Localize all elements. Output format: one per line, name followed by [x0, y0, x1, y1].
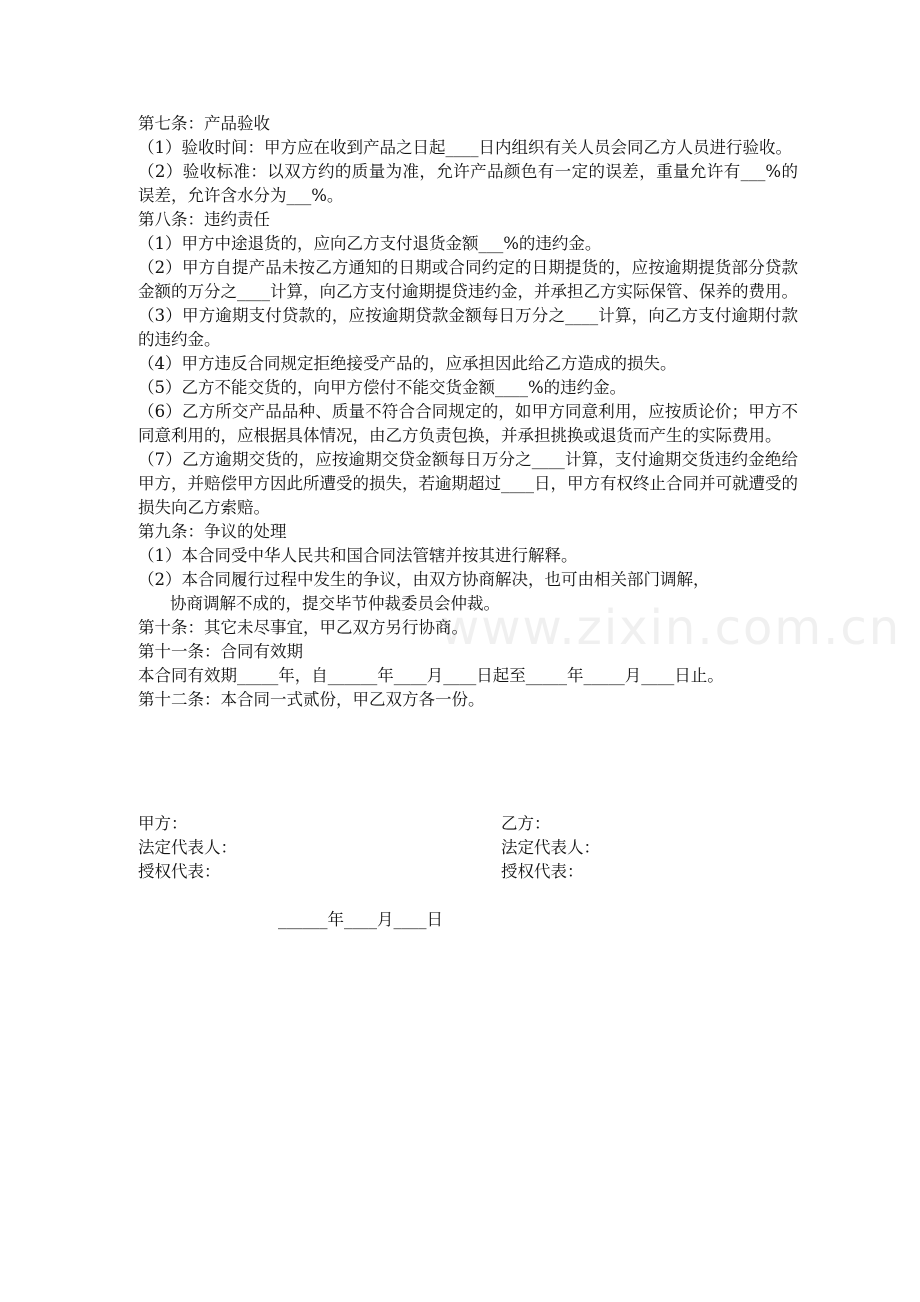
- legal-rep-row: [138, 836, 798, 860]
- article-7-clause-2: （2）验收标准：以双方约的质量为准，允许产品颜色有一定的误差，重量允许有___%的误差，允许含水分为___%。: [138, 162, 798, 205]
- article-8-clause-4: （4）甲方违反合同规定拒绝接受产品的，应承担因此给乙方造成的损失。: [138, 354, 677, 373]
- article-12: 第十二条：本合同一式贰份，甲乙双方各一份。: [138, 690, 485, 709]
- party-b-auth-rep-label: 授权代表：: [501, 862, 584, 881]
- party-a-auth-rep-label: 授权代表：: [138, 862, 221, 881]
- auth-rep-row: [138, 860, 798, 884]
- article-11-heading: 第十一条：合同有效期: [138, 642, 303, 661]
- article-9-clause-1: （1）本合同受中华人民共和国合同法管辖并按其进行解释。: [138, 546, 578, 565]
- article-8-clause-3: （3）甲方逾期支付贷款的，应按逾期贷款金额每日万分之____计算，向乙方支付逾期付款的违约金。: [138, 306, 798, 349]
- article-8-clause-7: （7）乙方逾期交货的，应按逾期交贷金额每日万分之____计算，支付逾期交货违约金绝给甲方，并赔偿甲方因此所遭受的损失，若逾期超过____日，甲方有权终止合同并可就遭受的损失向乙方索赔。: [138, 450, 798, 517]
- signature-block: [138, 812, 798, 884]
- article-8-clause-5: （5）乙方不能交货的，向甲方偿付不能交货金额____%的违约金。: [138, 378, 627, 397]
- article-9-clause-2-continued: 协商调解不成的，提交毕节仲裁委员会仲裁。: [170, 594, 500, 613]
- article-11-validity: 本合同有效期_____年，自______年____月____日起至_____年_____月____日止。: [138, 666, 724, 685]
- article-8-heading: 第八条：违约责任: [138, 210, 270, 229]
- party-b-legal-rep-label: 法定代表人：: [501, 838, 600, 857]
- signing-date: ______年____月____日: [278, 910, 443, 929]
- article-9-clause-2: （2）本合同履行过程中发生的争议，由双方协商解决，也可由相关部门调解，: [138, 570, 710, 589]
- party-a-legal-rep-label: 法定代表人：: [138, 838, 237, 857]
- party-b-label: 乙方：: [501, 814, 551, 833]
- article-7-clause-1: （1）验收时间：甲方应在收到产品之日起____日内组织有关人员会同乙方人员进行验收。: [138, 138, 792, 157]
- article-8-clause-6: （6）乙方所交产品品种、质量不符合合同规定的，如甲方同意利用，应按质论价；甲方不同意利用的，应根据具体情况，由乙方负责包换，并承担挑换或退货而产生的实际费用。: [138, 402, 798, 445]
- article-10: 第十条：其它未尽事宜，甲乙双方另行协商。: [138, 618, 468, 637]
- party-row: [138, 812, 798, 836]
- contract-body: [138, 112, 798, 712]
- article-8-clause-2: （2）甲方自提产品未按乙方通知的日期或合同约定的日期提货的，应按逾期提货部分贷款金额的万分之____计算，向乙方支付逾期提贷违约金，并承担乙方实际保管、保养的费用。: [138, 258, 798, 301]
- watermark: www.zixin.com.cn: [440, 600, 902, 656]
- article-9-heading: 第九条：争议的处理: [138, 522, 287, 541]
- party-a-label: 甲方：: [138, 814, 188, 833]
- article-8-clause-1: （1）甲方中途退货的，应向乙方支付退货金额___%的违约金。: [138, 234, 602, 253]
- article-7-heading: 第七条：产品验收: [138, 114, 270, 133]
